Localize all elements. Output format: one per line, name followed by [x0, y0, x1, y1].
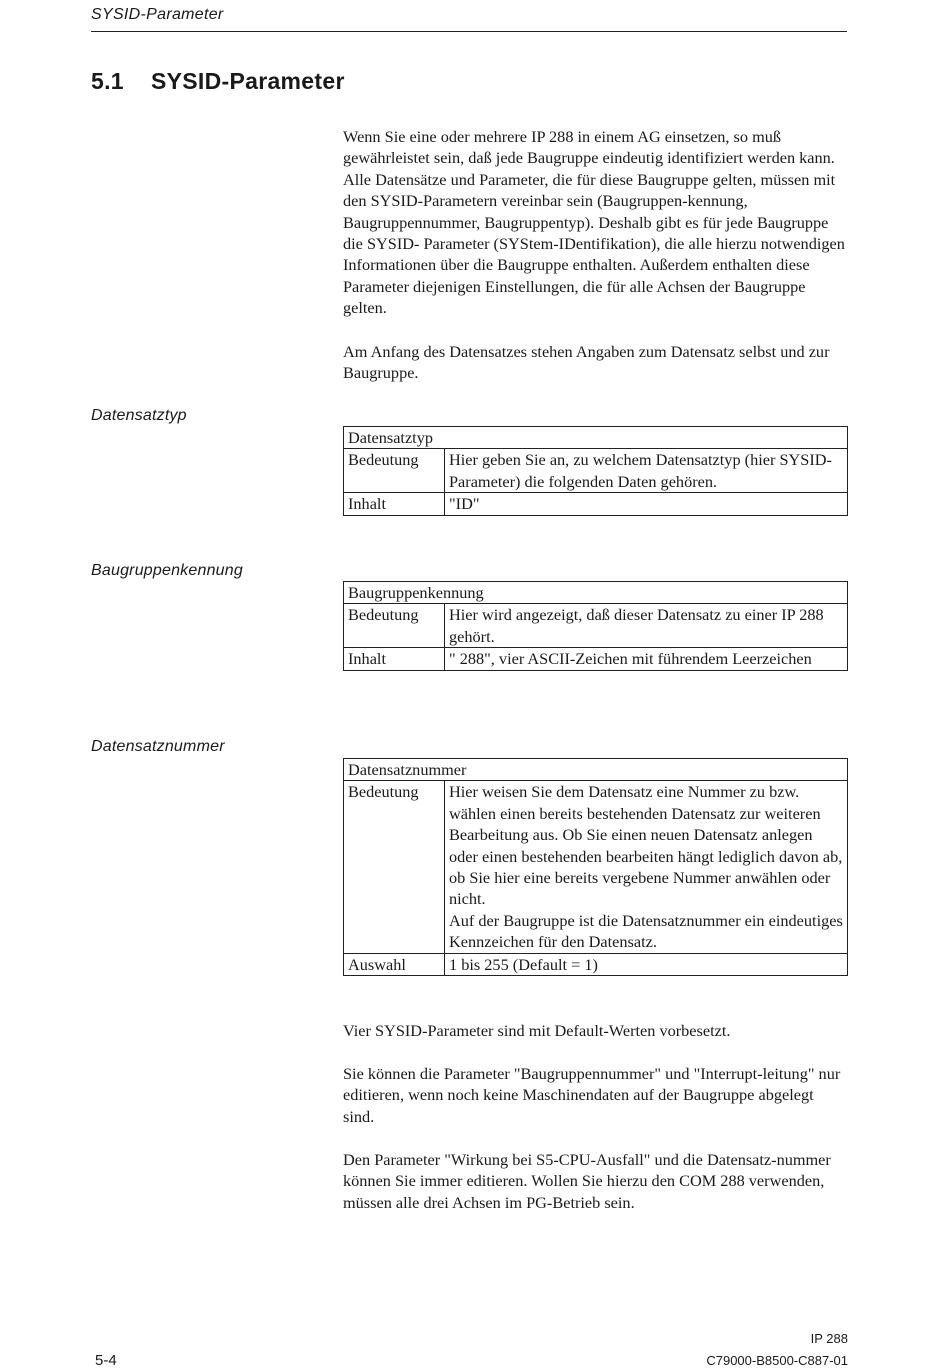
table-row — [344, 604, 848, 648]
table-row — [344, 648, 848, 670]
row-value-part-1: Hier weisen Sie dem Datensatz eine Nummer zu bzw. wählen einen bereits bestehenden Datensatz zur weiteren Bearbeitung aus. Ob Sie einen neuen Datensatz anlegen oder einen bestehenden bearbeiten hängt lediglich davon ab, ob Sie hier eine bereits vergebene Nummer anwählen oder nicht. — [449, 782, 843, 909]
table-title: Datensatztyp — [344, 427, 848, 449]
closing-paragraph-3: Den Parameter "Wirkung bei S5-CPU-Ausfall" und die Datensatz-nummer können Sie immer editieren. Wollen Sie hierzu den COM 288 verwenden, müssen alle drei Achsen im PG-Betrieb sein. — [343, 1150, 831, 1212]
row-key: Bedeutung — [344, 604, 445, 648]
row-key: Inhalt — [344, 493, 445, 515]
closing-paragraph-1: Vier SYSID-Parameter sind mit Default-Werten vorbesetzt. — [343, 1021, 731, 1040]
intro-paragraph-1: Wenn Sie eine oder mehrere IP 288 in einem AG einsetzen, so muß gewährleistet sein, daß jede Baugruppe eindeutig identifiziert werden kann. Alle Datensätze und Parameter, die für diese Baugruppe gelten, müssen mit den SYSID-Parametern vereinbar sein (Baugruppen-kennung, Baugruppennummer, Baugruppentyp). Deshalb gibt es für jede Baugruppe die SYSID- Parameter (SYStem-IDentifikation), die alle hierzu notwendigen Informationen über die Baugruppe enthalten. Außerdem enthalten diese Parameter diejenigen Einstellungen, die für alle Achsen der Baugruppe gelten. — [343, 127, 845, 318]
table-datensatznummer — [343, 758, 848, 976]
row-value: Hier wird angezeigt, daß dieser Datensatz zu einer IP 288 gehört. — [445, 604, 848, 648]
footer-page-number: 5-4 — [95, 1352, 117, 1369]
table-title-row — [344, 759, 848, 781]
row-value: " 288", vier ASCII-Zeichen mit führendem Leerzeichen — [445, 648, 848, 670]
table-title-row — [344, 427, 848, 449]
row-value-part-2: Auf der Baugruppe ist die Datensatznummer ein eindeutiges Kennzeichen für den Datensatz. — [449, 910, 843, 952]
row-key: Bedeutung — [344, 449, 445, 493]
row-key: Bedeutung — [344, 781, 445, 953]
table-baugruppenkennung — [343, 581, 848, 671]
table-title: Datensatznummer — [344, 759, 848, 781]
intro-paragraph-2: Am Anfang des Datensatzes stehen Angaben zum Datensatz selbst und zur Baugruppe. — [343, 342, 830, 383]
table-row — [344, 781, 848, 953]
side-label-baugruppenkennung: Baugruppenkennung — [91, 562, 243, 579]
row-value: Hier geben Sie an, zu welchem Datensatztyp (hier SYSID-Parameter) die folgenden Daten gehören. — [445, 449, 848, 493]
table-row — [344, 953, 848, 975]
footer-product: IP 288 — [810, 1331, 848, 1346]
footer-doc-number: C79000-B8500-C887-01 — [706, 1353, 848, 1368]
row-key: Auswahl — [344, 953, 445, 975]
table-title: Baugruppenkennung — [344, 582, 848, 604]
row-key: Inhalt — [344, 648, 445, 670]
row-value — [445, 781, 848, 953]
section-title-text: SYSID-Parameter — [151, 68, 345, 94]
table-row — [344, 493, 848, 515]
table-row — [344, 449, 848, 493]
side-label-datensatztyp: Datensatztyp — [91, 407, 187, 424]
row-value: "ID" — [445, 493, 848, 515]
side-label-datensatznummer: Datensatznummer — [91, 738, 225, 755]
header-rule — [91, 31, 847, 32]
section-number: 5.1 — [91, 68, 124, 94]
table-title-row — [344, 582, 848, 604]
row-value: 1 bis 255 (Default = 1) — [445, 953, 848, 975]
running-header: SYSID-Parameter — [91, 6, 224, 23]
closing-paragraph-2: Sie können die Parameter "Baugruppennummer" und "Interrupt-leitung" nur editieren, wenn noch keine Maschinendaten auf der Baugruppe abgelegt sind. — [343, 1064, 841, 1126]
table-datensatztyp — [343, 426, 848, 516]
section-title — [91, 68, 345, 95]
